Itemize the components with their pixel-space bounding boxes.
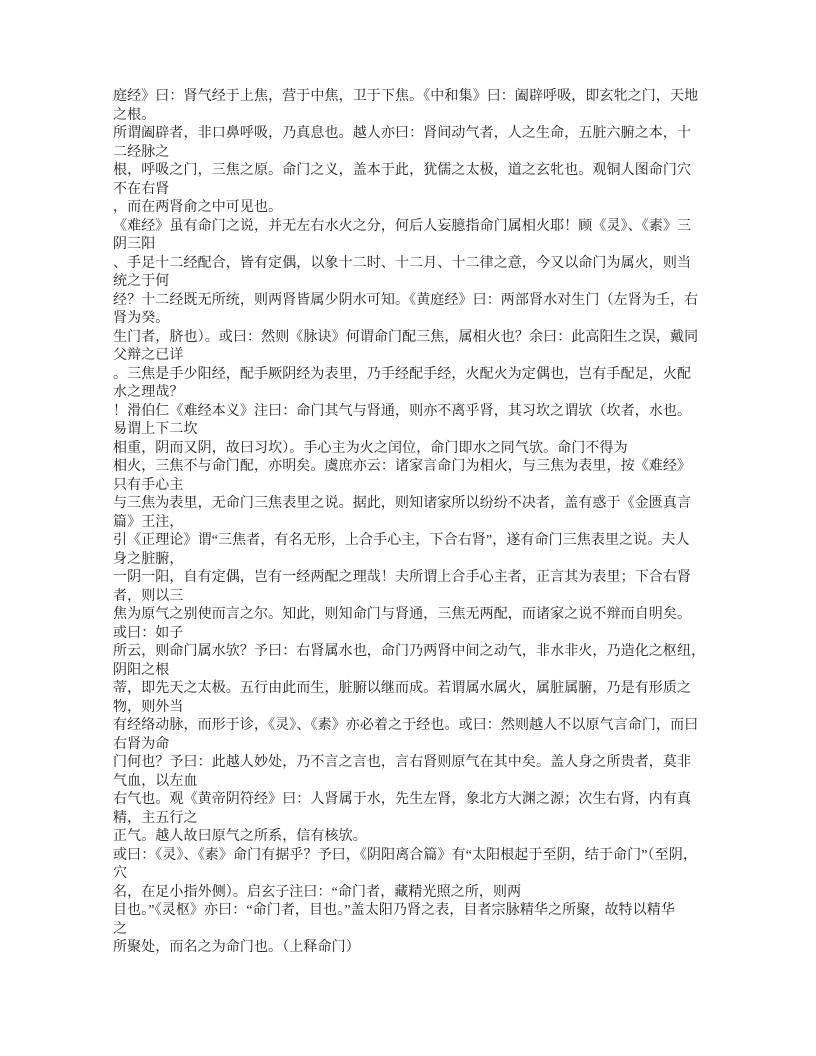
text-line: 肾为癸。 [113, 311, 170, 326]
text-line: 经？十二经既无所统，则两肾皆属少阴水可知。《黄庭经》曰：两部肾水对生门（左肾为壬，右 [113, 292, 699, 308]
text-line: 统之于何 [113, 274, 170, 289]
text-line: 精，主五行之 [113, 810, 198, 826]
text-line: 所聚处，而名之为命门也。（上释命门） [113, 940, 360, 955]
text-line: 名，在足小指外侧）。启玄子注曰：“命门者，藏精光照之所，则两 [113, 884, 522, 900]
text-line: 生门者，脐也）。或曰：然则《脉诀》何谓命门配三焦，属相火也？余曰：此高阳生之误，戴同 [113, 329, 699, 345]
text-line: 根，呼吸之门，三焦之原。命门之义，盖本于此，犹儒之太极，道之玄牝也。观铜人图命门穴 [113, 163, 692, 178]
text-line: 相火，三焦不与命门配，亦明矣。虞庶亦云：诸家言命门为相火，与三焦为表里，按《难经》 [113, 459, 692, 474]
text-line: 或曰：《灵》、《素》命门有据乎？予曰，《阴阳离合篇》有“太阳根起于至阴，结于命门”（至阴， [113, 847, 697, 863]
text-line: 物，则外当 [113, 699, 184, 715]
text-line: ，而在两肾俞之中可见也。 [113, 200, 283, 215]
text-line: 只有手心主 [113, 477, 184, 493]
text-line: 右肾为命 [113, 736, 170, 752]
text-line: 与三焦为表里，无命门三焦表里之说。据此，则知诸家所以纷纷不决者，盖有惑于《金匮真言 [113, 496, 692, 511]
text-line: 庭经》曰：肾气经于上焦，营于中焦，卫于下焦。《中和集》曰：阖辟呼吸，即玄牝之门，天地 [113, 89, 699, 104]
text-line: 者，则以三 [113, 588, 184, 604]
text-line: 有经络动脉，而形于诊，《灵》、《素》亦必着之于经也。或曰：然则越人不以原气言命门，而曰 [113, 718, 699, 733]
text-line: 阴三阳 [113, 237, 156, 252]
text-line: 门何也？予曰：此越人妙处，乃不言之言也，言右肾则原气在其中矣。盖人身之所贵者，莫非 [113, 755, 692, 770]
text-line: ！滑伯仁《难经本义》注曰：命门其气与肾通，则亦不离乎肾，其习坎之谓欤（坎者，水也。 [113, 403, 692, 419]
text-line: 相重，阴而又阴，故曰习坎）。手心主为火之闰位，命门即水之同气欤。命门不得为 [113, 440, 628, 456]
text-line: 气血，以左血 [113, 773, 198, 789]
text-line: 二经脉之 [113, 144, 170, 160]
text-line: 、手足十二经配合，皆有定偶，以象十二时、十二月、十二律之意，今又以命门为属火，则当 [113, 255, 692, 271]
text-line: 一阴一阳，自有定偶，岂有一经两配之理哉！夫所谓上合手心主者，正言其为表里；下合右肾 [113, 570, 692, 585]
document-text [113, 88, 707, 958]
text-line: 阴阳之根 [113, 662, 170, 678]
text-line: 所云，则命门属水欤？予曰：右肾属水也，命门乃两肾中间之动气，非水非火，乃造化之枢纽， [113, 644, 706, 659]
text-line: 引《正理论》谓“三焦者，有名无形，上合手心主，下合右肾”，遂有命门三焦表里之说。夫人 [113, 533, 690, 548]
text-line: 右气也。观《黄帝阴符经》曰：人肾属于水，先生左肾，象北方大渊之源；次生右肾，内有真 [113, 792, 692, 807]
text-line: 之 [113, 921, 128, 937]
text-line: 所谓阖辟者，非口鼻呼吸，乃真息也。越人亦曰：肾间动气者，人之生命，五脏六腑之本，十 [113, 126, 692, 141]
text-line: 或曰：如子 [113, 625, 184, 641]
text-line: 之根。 [113, 107, 156, 123]
text-line: 正气。越人故曰原气之所系，信有核欤。 [113, 829, 367, 844]
text-line: 篇》王注， [113, 514, 184, 530]
text-line: 目也。”《灵枢》亦曰：“命门者，目也。”盖太阳乃肾之表，目者宗脉精华之所聚，故特以精华 [113, 903, 675, 918]
text-line: 焦为原气之别使而言之尔。知此，则知命门与肾通，三焦无两配，而诸家之说不辩而自明矣。 [113, 607, 692, 622]
text-line: 不在右肾 [113, 181, 170, 197]
text-line: 父辩之已详 [113, 348, 184, 363]
text-line: 易谓上下二坎 [113, 422, 198, 437]
text-line: 。三焦是手少阳经，配手厥阴经为表里，乃手经配手经，火配火为定偶也，岂有手配足，火配 [113, 366, 692, 382]
text-line: 水之理哉？ [113, 385, 184, 400]
text-line: 蒂，即先天之太极。五行由此而生，脏腑以继而成。若谓属水属火，属脏属腑，乃是有形质之 [113, 681, 692, 696]
text-line: 身之脏腑， [113, 551, 184, 567]
text-line: 穴 [113, 866, 128, 881]
text-line: 《难经》虽有命门之说，并无左右水火之分，何后人妄臆指命门属相火耶！顾《灵》、《素》三 [113, 218, 692, 234]
